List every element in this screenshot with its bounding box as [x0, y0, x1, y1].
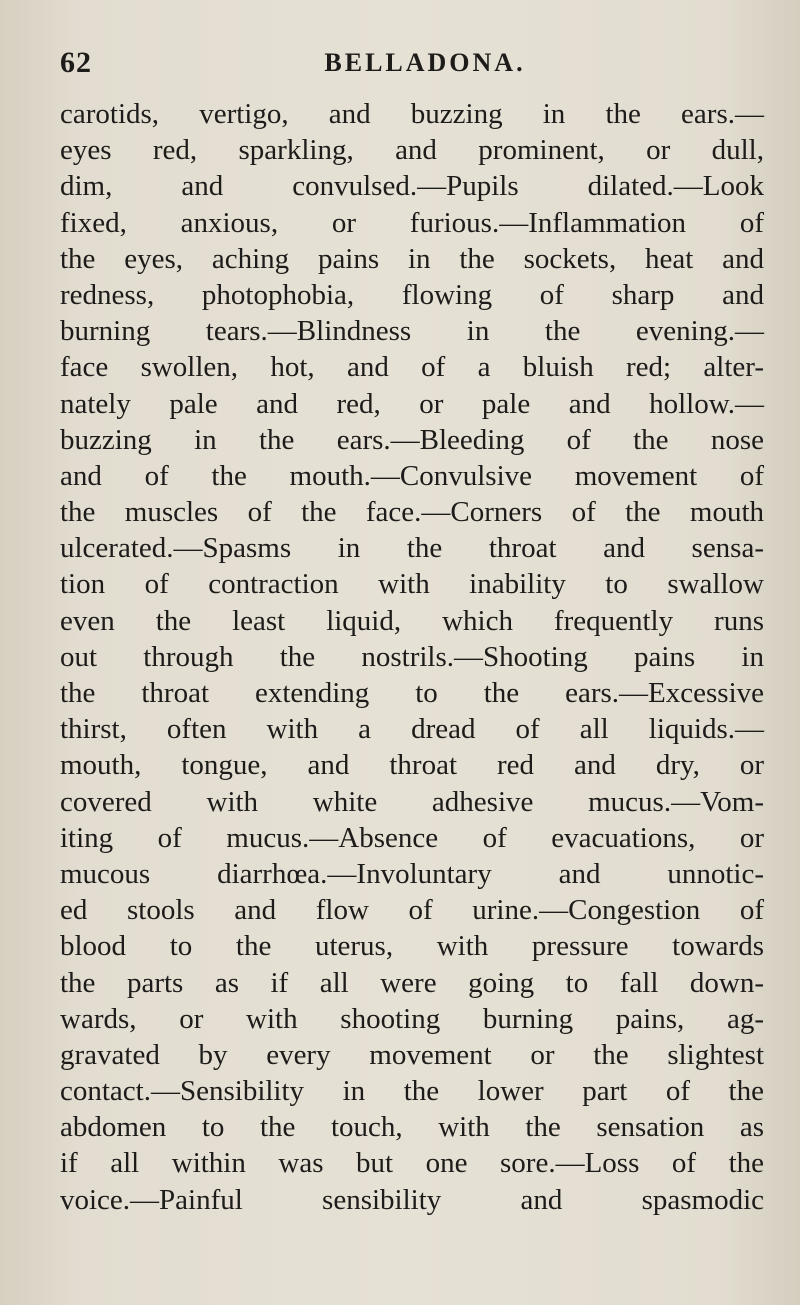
- text-line: buzzing in the ears.—Bleeding of the nose: [60, 423, 764, 456]
- text-line: out through the nostrils.—Shooting pains in: [60, 640, 764, 673]
- running-head: [60, 46, 760, 86]
- text-line: mucous diarrhœa.—Involuntary and unnotic-: [60, 857, 764, 890]
- text-line: nately pale and red, or pale and hollow.—: [60, 387, 764, 420]
- text-line: burning tears.—Blindness in the evening.—: [60, 315, 764, 348]
- text-line: redness, photophobia, flowing of sharp and: [60, 278, 764, 311]
- text-line: the eyes, aching pains in the sockets, heat and: [60, 242, 764, 275]
- text-line: eyes red, sparkling, and prominent, or dull,: [60, 134, 764, 167]
- text-line: covered with white adhesive mucus.—Vom-: [60, 785, 764, 818]
- text-line: ed stools and flow of urine.—Congestion of: [60, 894, 764, 927]
- text-line: the muscles of the face.—Corners of the mouth: [60, 496, 764, 529]
- text-line: the parts as if all were going to fall down-: [60, 966, 764, 999]
- text-line: wards, or with shooting burning pains, ag-: [60, 1002, 764, 1035]
- page-number: 62: [60, 46, 92, 79]
- text-line: fixed, anxious, or furious.—Inflammation of: [60, 206, 764, 239]
- text-line: blood to the uterus, with pressure towards: [60, 930, 764, 963]
- text-line: mouth, tongue, and throat red and dry, or: [60, 749, 764, 782]
- text-line: thirst, often with a dread of all liquids.—: [60, 713, 764, 746]
- text-line: the throat extending to the ears.—Excessive: [60, 677, 764, 709]
- text-line: dim, and convulsed.—Pupils dilated.—Look: [60, 170, 764, 203]
- text-line: abdomen to the touch, with the sensation as: [60, 1111, 764, 1144]
- text-line: carotids, vertigo, and buzzing in the ears.—: [60, 98, 764, 130]
- text-line: even the least liquid, which frequently runs: [60, 604, 764, 637]
- text-line: if all within was but one sore.—Loss of the: [60, 1147, 764, 1180]
- body-text: [60, 96, 764, 1218]
- running-title: BELLADONA.: [324, 48, 526, 77]
- text-line: iting of mucus.—Absence of evacuations, or: [60, 821, 764, 854]
- text-line: and of the mouth.—Convulsive movement of: [60, 459, 764, 492]
- text-line: ulcerated.—Spasms in the throat and sensa-: [60, 532, 764, 565]
- text-line: contact.—Sensibility in the lower part of the: [60, 1075, 764, 1108]
- text-line: gravated by every movement or the slightest: [60, 1038, 764, 1071]
- text-line: tion of contraction with inability to swallow: [60, 568, 764, 601]
- text-line: voice.—Painful sensibility and spasmodic: [60, 1183, 764, 1216]
- text-line: face swollen, hot, and of a bluish red; alter-: [60, 351, 764, 384]
